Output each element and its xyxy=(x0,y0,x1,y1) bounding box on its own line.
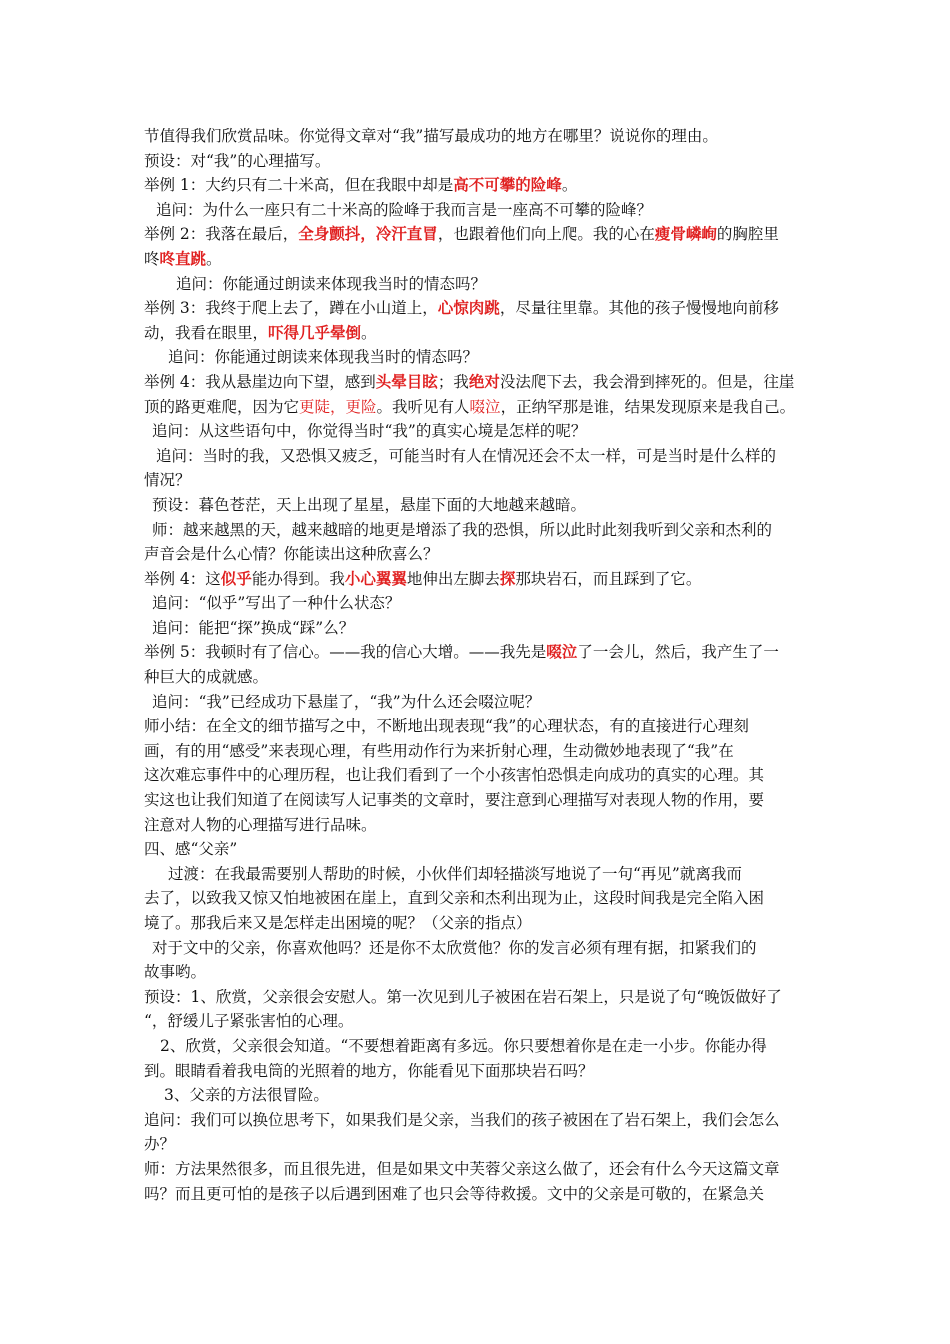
line-text: 追问：我们可以换位思考下，如果我们是父亲，当我们的孩子被困在了岩石架上，我们会怎么 xyxy=(144,1110,780,1129)
text-line xyxy=(144,591,810,616)
line-text: 四、感“父亲” xyxy=(144,840,238,859)
text-line xyxy=(144,518,810,543)
text-line xyxy=(144,419,810,444)
line-text: 举例 4：这 xyxy=(144,569,221,588)
line-text: 境了。那我后来又是怎样走出困境的呢？（父亲的指点） xyxy=(144,914,532,932)
highlighted-phrase: 头晕目眩 xyxy=(375,371,438,391)
text-line xyxy=(144,1182,810,1207)
text-line xyxy=(144,1034,810,1059)
line-text: 那块岩石，而且踩到了它。 xyxy=(515,569,702,588)
line-text: 。 xyxy=(561,176,578,195)
text-line xyxy=(144,149,810,174)
text-line xyxy=(144,1132,810,1157)
text-line xyxy=(144,493,810,518)
highlighted-phrase: 瘦骨嶙峋 xyxy=(654,224,717,244)
line-text: 3、父亲的方法很冒险。 xyxy=(164,1086,329,1105)
line-text: 到。眼睛看着我电筒的光照着的地方，你能看见下面那块岩石吗？ xyxy=(144,1061,594,1080)
line-text: 过渡：在我最需要别人帮助的时候，小伙伴们却轻描淡写地说了一句“再见”就离我而 xyxy=(168,864,742,883)
line-text: 办？ xyxy=(144,1135,176,1154)
text-line xyxy=(144,960,810,985)
line-text: 注意对人物的心理描写进行品味。 xyxy=(144,815,377,834)
line-text: 。我听见有人 xyxy=(376,397,470,416)
text-line xyxy=(144,911,810,936)
text-line xyxy=(144,173,810,198)
text-line xyxy=(144,567,810,592)
text-line xyxy=(144,616,810,641)
line-text: 预设：暮色苍茫，天上出现了星星，悬崖下面的大地越来越暗。 xyxy=(152,495,587,514)
text-line xyxy=(144,763,810,788)
text-line xyxy=(144,345,810,370)
highlighted-phrase: 似乎 xyxy=(220,568,252,588)
highlighted-phrase: 小心翼翼 xyxy=(344,568,407,588)
line-text: 举例 1：大约只有二十米高，但在我眼中却是 xyxy=(144,176,454,195)
text-line xyxy=(144,936,810,961)
highlighted-phrase: 啜泣 xyxy=(546,642,578,662)
line-text: 举例 2：我落在最后， xyxy=(144,225,299,244)
text-line xyxy=(144,665,810,690)
line-text: 能办得到。我 xyxy=(251,569,345,588)
line-text: 师小结：在全文的细节描写之中，不断地出现表现“我”的心理状态，有的直接进行心理刻 xyxy=(144,717,749,736)
line-text: 咚 xyxy=(144,249,160,268)
line-text: 声音会是什么心情？你能读出这种欣喜么？ xyxy=(144,545,439,564)
highlighted-phrase: 绝对 xyxy=(468,371,500,391)
line-text: 去了，以致我又惊又怕地被困在崖上，直到父亲和杰利出现为止，这段时间我是完全陷入困 xyxy=(144,889,765,908)
text-line xyxy=(144,714,810,739)
line-text: 师：方法果然很多，而且很先进，但是如果文中芙蓉父亲这么做了，还会有什么今天这篇文章 xyxy=(144,1159,780,1178)
line-text: 种巨大的成就感。 xyxy=(144,668,269,687)
text-line xyxy=(144,395,810,420)
text-line xyxy=(144,813,810,838)
line-text: 情况？ xyxy=(144,471,191,490)
line-text: 对于文中的父亲，你喜欢他吗？还是你不太欣赏他？你的发言必须有理有据，扣紧我们的 xyxy=(152,938,757,957)
line-text: 追问：“我”已经成功下悬崖了，“我”为什么还会啜泣呢？ xyxy=(152,692,541,711)
text-line xyxy=(144,837,810,862)
line-text: ，正纳罕那是谁，结果发现原来是我自己。 xyxy=(500,397,796,416)
text-line xyxy=(144,886,810,911)
document-page xyxy=(144,124,810,1206)
line-text: 了一会儿，然后，我产生了一 xyxy=(577,643,779,662)
text-line xyxy=(144,370,810,395)
text-line xyxy=(144,690,810,715)
line-text: 。 xyxy=(206,249,222,268)
text-line xyxy=(144,1157,810,1182)
line-text: 追问：你能通过朗读来体现我当时的情态吗？ xyxy=(168,348,479,367)
line-text: 实这也让我们知道了在阅读写人记事类的文章时，要注意到心理描写对表现人物的作用，要 xyxy=(144,791,765,810)
text-line xyxy=(144,272,810,297)
line-text: ，也跟着他们向上爬。我的心在 xyxy=(437,225,655,244)
line-text: 顶的路更难爬，因为它 xyxy=(144,397,300,416)
text-line xyxy=(144,1083,810,1108)
line-text: 追问：你能通过朗读来体现我当时的情态吗？ xyxy=(176,274,487,293)
text-line xyxy=(144,542,810,567)
text-line xyxy=(144,1009,810,1034)
highlighted-phrase: 高不可攀的险峰 xyxy=(453,175,562,195)
text-line xyxy=(144,1108,810,1133)
text-line xyxy=(144,444,810,469)
line-text: 预设：1、欣赏，父亲很会安慰人。第一次见到儿子被困在岩石架上，只是说了句“晚饭做好了 xyxy=(144,987,782,1006)
line-text: 没法爬下去，我会滑到摔死的。但是，往崖 xyxy=(499,372,795,391)
line-text: 举例 4：我从悬崖边向下望，感到 xyxy=(144,372,376,391)
line-text: 预设：对“我”的心理描写。 xyxy=(144,151,331,170)
line-text: 2、欣赏，父亲很会知道。“不要想着距离有多远。你只要想着你是在走一小步。你能办得 xyxy=(160,1036,767,1055)
text-line xyxy=(144,468,810,493)
line-text: 这次难忘事件中的心理历程，也让我们看到了一个小孩害怕恐惧走向成功的真实的心理。其 xyxy=(144,766,765,785)
line-text: ，尽量往里靠。其他的孩子慢慢地向前移 xyxy=(499,299,779,318)
line-text: 的胸腔里 xyxy=(716,225,779,244)
text-line xyxy=(144,247,810,272)
line-text: 。 xyxy=(361,323,377,342)
line-text: 举例 3：我终于爬上去了，蹲在小山道上， xyxy=(144,299,438,318)
line-text: 追问：“似乎”写出了一种什么状态？ xyxy=(152,594,401,613)
highlighted-phrase: 心惊肉跳 xyxy=(437,298,500,318)
text-line xyxy=(144,296,810,321)
text-line xyxy=(144,222,810,247)
highlighted-phrase: 全身颤抖，冷汗直冒 xyxy=(298,224,438,244)
line-text: “，舒缓儿子紧张害怕的心理。 xyxy=(144,1012,354,1031)
line-text: 追问：能把“探”换成“踩”么？ xyxy=(152,618,355,637)
text-line xyxy=(144,124,810,149)
highlighted-phrase: 更陡，更险 xyxy=(299,397,377,416)
text-line xyxy=(144,321,810,346)
text-line xyxy=(144,640,810,665)
line-text: 追问：当时的我，又恐惧又疲乏，可能当时有人在情况还会不太一样，可是当时是什么样的 xyxy=(156,446,777,465)
text-line xyxy=(144,1059,810,1084)
line-text: 追问：为什么一座只有二十米高的险峰于我而言是一座高不可攀的险峰？ xyxy=(156,200,653,219)
line-text: ；我 xyxy=(437,372,469,391)
line-text: 追问：从这些语句中，你觉得当时“我”的真实心境是怎样的呢？ xyxy=(152,422,587,441)
highlighted-phrase: 啜泣 xyxy=(469,397,501,416)
line-text: 吗？而且更可怕的是孩子以后遇到困难了也只会等待救援。文中的父亲是可敬的，在紧急关 xyxy=(144,1184,765,1203)
highlighted-phrase: 吓得几乎晕倒 xyxy=(268,322,362,342)
line-text: 举例 5：我顿时有了信心。——我的信心大增。——我先是 xyxy=(144,643,547,662)
line-text: 动，我看在眼里， xyxy=(144,323,269,342)
line-text: 画，有的用“感受”来表现心理，有些用动作行为来折射心理，生动微妙地表现了“我”在 xyxy=(144,741,734,760)
text-line xyxy=(144,788,810,813)
highlighted-phrase: 咚直跳 xyxy=(159,248,207,268)
line-text: 地伸出左脚去 xyxy=(406,569,500,588)
text-line xyxy=(144,862,810,887)
text-line xyxy=(144,739,810,764)
line-text: 节值得我们欣赏品味。你觉得文章对“我”描写最成功的地方在哪里？说说你的理由。 xyxy=(144,127,718,145)
text-line xyxy=(144,198,810,223)
text-line xyxy=(144,985,810,1010)
line-text: 师：越来越黑的天，越来越暗的地更是增添了我的恐惧，所以此时此刻我听到父亲和杰利的 xyxy=(152,520,773,539)
highlighted-phrase: 探 xyxy=(499,568,516,588)
line-text: 故事哟。 xyxy=(144,963,207,982)
